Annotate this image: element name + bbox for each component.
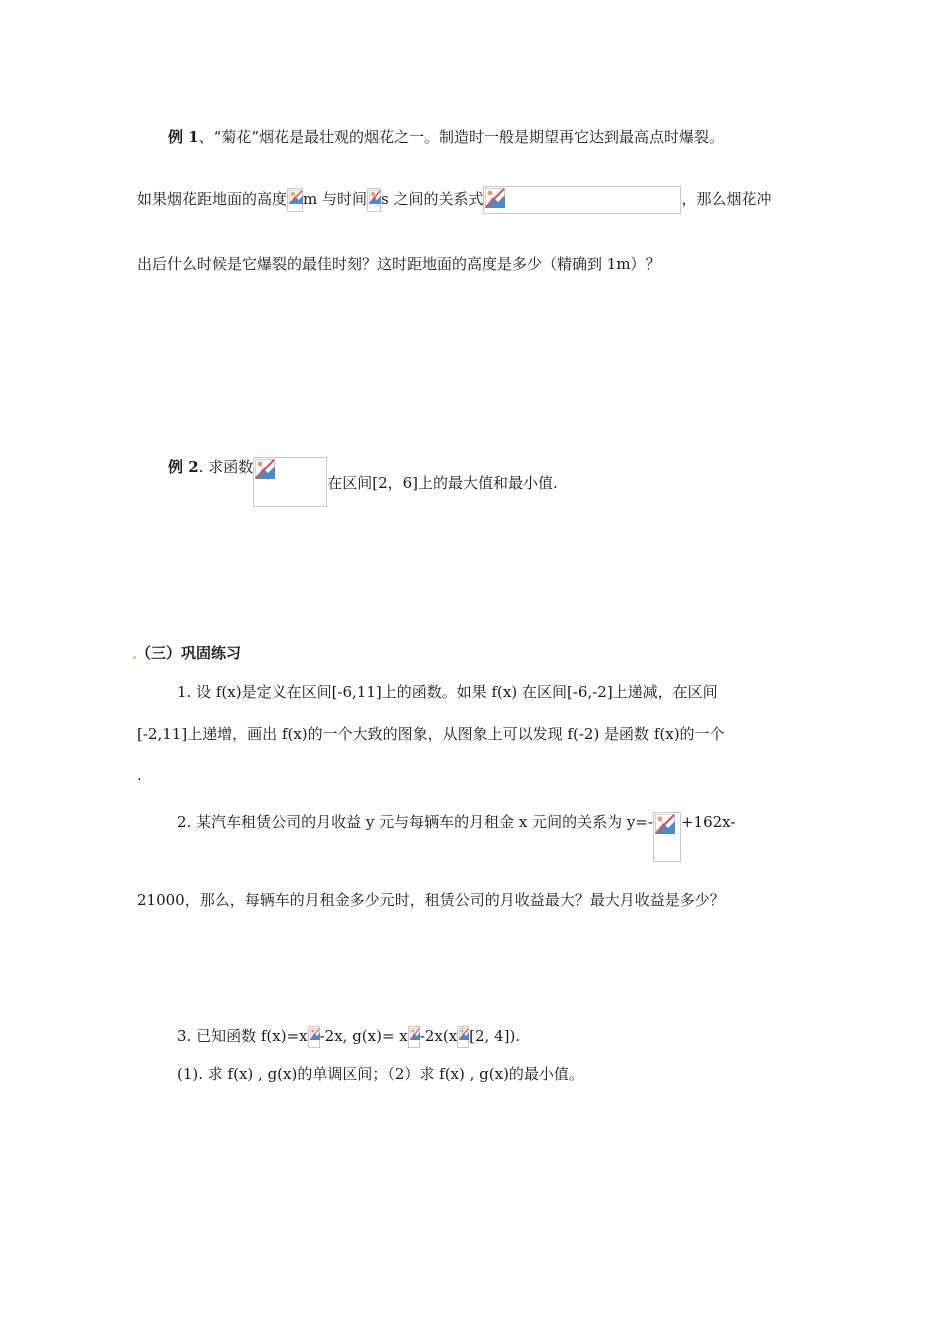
example1-line3: 出后什么时候是它爆裂的最佳时刻？这时距地面的高度是多少（精确到 1m）？: [137, 255, 661, 273]
exercise1-line3: .: [137, 766, 142, 784]
example1-label: 例 1: [168, 128, 199, 146]
exercise1-line1: 1. 设 f(x)是定义在区间[-6,11]上的函数。如果 f(x) 在区间[-6,-2]上递减，在区间: [177, 683, 718, 701]
example1-text: 、“菊花”烟花是最壮观的烟花之一。制造时一般是期望再它达到最高点时爆裂。: [198, 128, 725, 146]
exercise2-line1-text-b: +162x-: [680, 813, 736, 831]
exercise2-line1-text-a: 2. 某汽车租赁公司的月收益 y 元与每辆车的月租金 x 元间的关系为 y=-: [177, 813, 653, 831]
example1-line2-text-d: ，那么烟花冲: [681, 190, 772, 208]
formula-image-placeholder: [483, 186, 681, 214]
example1-line1: [168, 127, 724, 147]
exercise3-line1-text-a: 3. 已知函数 f(x)=x: [177, 1027, 308, 1045]
example2-label: 例 2: [168, 458, 199, 476]
broken-image-icon: [308, 1026, 320, 1048]
example1-line2-text-a: 如果烟花距地面的高度: [137, 190, 288, 208]
section-title: （三）巩固练习: [136, 644, 242, 662]
exercise3-line1-text-d: [2, 4]).: [469, 1027, 521, 1045]
broken-image-icon: [457, 1026, 469, 1048]
function-image-placeholder: [253, 457, 327, 507]
example2-text-a: . 求函数: [198, 458, 254, 476]
exercise3-line1-text-b: -2x, g(x)= x: [319, 1027, 408, 1045]
example1-line2: [137, 186, 772, 214]
broken-image-icon: [287, 188, 303, 212]
example1-line2-text-b: m 与时间: [303, 190, 368, 208]
broken-image-icon: [408, 1026, 420, 1048]
broken-image-icon: [367, 188, 381, 212]
example1-line2-text-c: s 之间的关系式: [381, 190, 484, 208]
exercise1-line2: [-2,11]上递增，画出 f(x)的一个大致的图象，从图象上可以发现 f(-2) 是函数 f(x)的一个: [137, 725, 725, 743]
example2-text-b: 在区间[2，6]上的最大值和最小值.: [327, 474, 558, 492]
exercise2-line2: 21000，那么，每辆车的月租金多少元时，租赁公司的月收益最大？最大月收益是多少？: [137, 891, 725, 909]
broken-image-icon: [653, 812, 681, 862]
example2-line: [168, 457, 558, 507]
exercise2-line1: [177, 812, 735, 862]
exercise3-line2: (1). 求 f(x) , g(x)的单调区间；（2）求 f(x) , g(x)的最小值。: [177, 1065, 584, 1083]
exercise3-line1: [177, 1026, 520, 1048]
exercise3-line1-text-c: -2x(x: [419, 1027, 458, 1045]
